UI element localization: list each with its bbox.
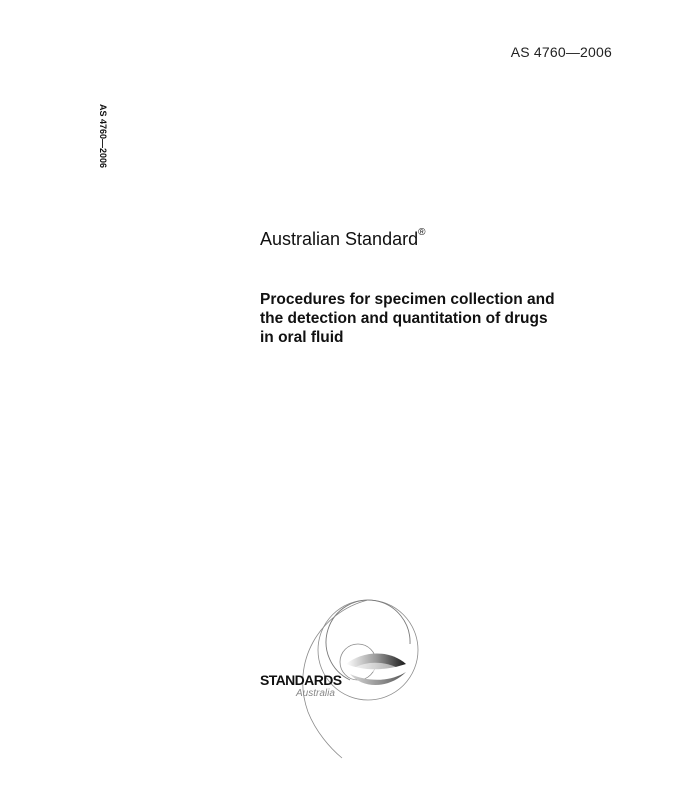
standard-type-heading bbox=[260, 229, 425, 250]
title-line: the detection and quantitation of drugs bbox=[260, 310, 548, 327]
spine-document-number: AS 4760—2006 bbox=[98, 104, 108, 169]
title-line: in oral fluid bbox=[260, 329, 344, 346]
registered-mark: ® bbox=[418, 227, 426, 238]
document-title bbox=[260, 290, 620, 347]
title-line: Procedures for specimen collection and bbox=[260, 291, 555, 308]
standard-type-text: Australian Standard bbox=[260, 229, 419, 249]
document-number: AS 4760—2006 bbox=[510, 44, 612, 60]
logo-subtitle: Australia bbox=[296, 688, 335, 699]
logo-wordmark: STANDARDS bbox=[260, 672, 342, 688]
